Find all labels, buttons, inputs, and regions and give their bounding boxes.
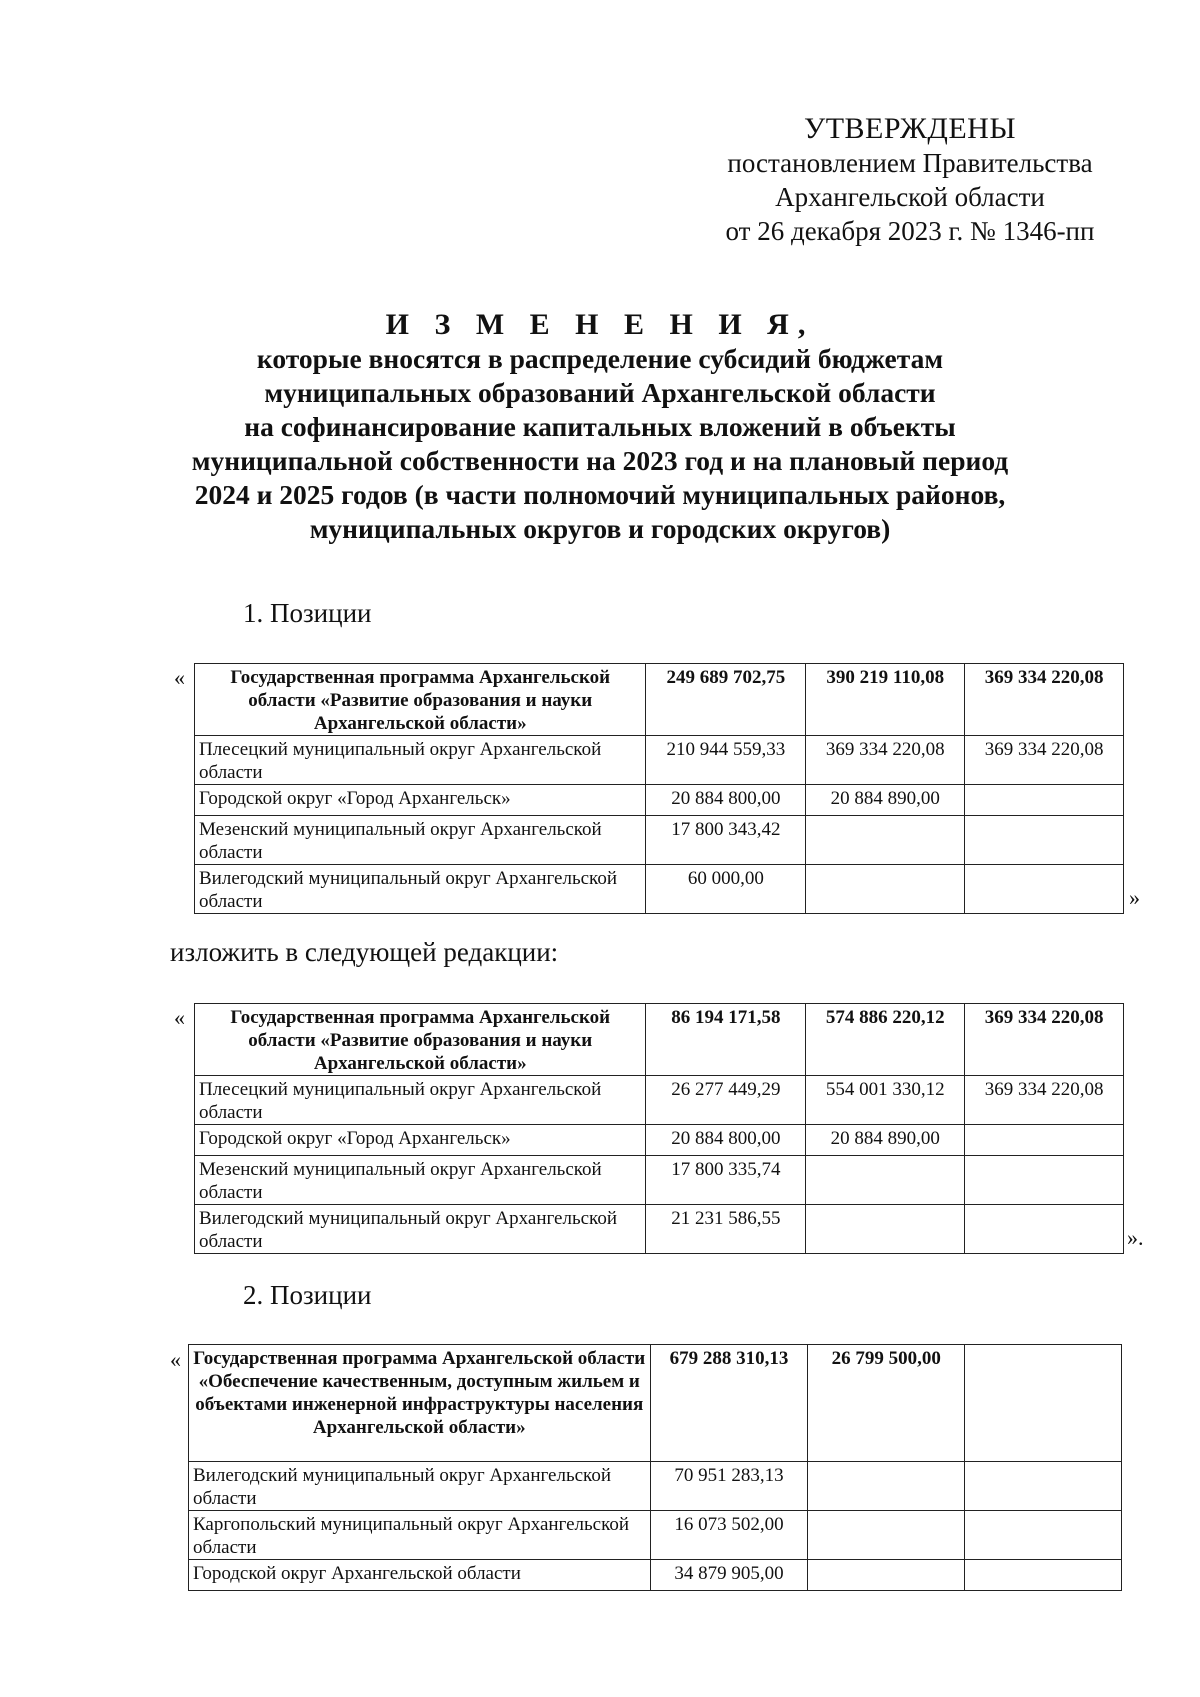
table-cell-name: Государственная программа Архангельской области «Развитие образования и науки Архангельской области» xyxy=(195,664,646,736)
table-cell-value: 554 001 330,12 xyxy=(806,1076,965,1125)
table-cell-value xyxy=(806,816,965,865)
table-row xyxy=(195,736,1124,785)
document-title-line: которые вносятся в распределение субсидий бюджетам xyxy=(256,343,944,374)
section-1-heading: 1. Позиции xyxy=(243,598,372,628)
table-row xyxy=(195,1156,1124,1205)
table-cell-value: 21 231 586,55 xyxy=(646,1205,806,1254)
table-row xyxy=(195,664,1124,736)
table-cell-value: 369 334 220,08 xyxy=(806,736,965,785)
table-row xyxy=(189,1462,1122,1511)
approval-title: УТВЕРЖДЕНЫ xyxy=(803,112,1017,145)
table-cell-name: Мезенский муниципальный округ Архангельской области xyxy=(195,1156,646,1205)
table-cell-value: 20 884 800,00 xyxy=(646,1125,806,1156)
table-row xyxy=(189,1560,1122,1591)
table-cell-name: Государственная программа Архангельской области «Обеспечение качественным, доступным жильем и объектами инженерной инфраструктуры населения Архангельской области» xyxy=(189,1345,651,1462)
table-cell-value: 70 951 283,13 xyxy=(650,1462,808,1511)
table-cell-value: 17 800 343,42 xyxy=(646,816,806,865)
table-cell-value: 679 288 310,13 xyxy=(650,1345,808,1462)
approval-line-1: постановлением Правительства xyxy=(727,148,1093,178)
close-quote: ». xyxy=(1127,1225,1144,1250)
table-row xyxy=(195,1076,1124,1125)
section-2-table xyxy=(188,1344,1122,1591)
table-row xyxy=(195,1004,1124,1076)
table-cell-value xyxy=(808,1462,965,1511)
document-title-line: на софинансирование капитальных вложений в объекты xyxy=(244,411,956,442)
table-cell-name: Мезенский муниципальный округ Архангельской области xyxy=(195,816,646,865)
approval-line-2: Архангельской области xyxy=(775,182,1045,212)
table-cell-value: 26 277 449,29 xyxy=(646,1076,806,1125)
table-cell-value: 20 884 890,00 xyxy=(806,785,965,816)
document-title-head: И З М Е Н Е Н И Я, xyxy=(385,308,815,341)
table-cell-value: 369 334 220,08 xyxy=(965,664,1124,736)
table-cell-value: 574 886 220,12 xyxy=(806,1004,965,1076)
document-title-line: муниципальной собственности на 2023 год и на плановый период xyxy=(191,445,1009,476)
close-quote: » xyxy=(1129,885,1140,910)
table-cell-name: Государственная программа Архангельской области «Развитие образования и науки Архангельской области» xyxy=(195,1004,646,1076)
table-cell-value xyxy=(965,1345,1122,1462)
table-cell-value: 16 073 502,00 xyxy=(650,1511,808,1560)
table-cell-value: 369 334 220,08 xyxy=(965,736,1124,785)
table-cell-value: 34 879 905,00 xyxy=(650,1560,808,1591)
table-cell-name: Городской округ «Город Архангельск» xyxy=(195,785,646,816)
open-quote: « xyxy=(174,1005,185,1030)
table-cell-value xyxy=(965,1462,1122,1511)
table-cell-value: 20 884 890,00 xyxy=(806,1125,965,1156)
table-cell-value: 17 800 335,74 xyxy=(646,1156,806,1205)
open-quote: « xyxy=(170,1347,181,1372)
document-title-line: муниципальных округов и городских округов) xyxy=(309,513,891,544)
table-cell-name: Городской округ «Город Архангельск» xyxy=(195,1125,646,1156)
table-row xyxy=(195,816,1124,865)
table-row xyxy=(189,1511,1122,1560)
document-title xyxy=(150,308,1050,546)
table-cell-value xyxy=(965,1125,1124,1156)
table-cell-name: Вилегодский муниципальный округ Архангельской области xyxy=(195,865,646,914)
table-cell-value: 369 334 220,08 xyxy=(965,1004,1124,1076)
table-cell-value: 26 799 500,00 xyxy=(808,1345,965,1462)
section-2-heading: 2. Позиции xyxy=(243,1280,372,1310)
transition-text: изложить в следующей редакции: xyxy=(170,937,559,967)
section-1-old-table xyxy=(194,663,1124,914)
table-cell-name: Вилегодский муниципальный округ Архангельской области xyxy=(189,1462,651,1511)
table-row xyxy=(195,865,1124,914)
approval-block xyxy=(700,112,1120,248)
table-cell-value xyxy=(965,1511,1122,1560)
table-cell-value xyxy=(965,1560,1122,1591)
table-cell-value xyxy=(965,785,1124,816)
table-cell-name: Плесецкий муниципальный округ Архангельской области xyxy=(195,1076,646,1125)
table-cell-value xyxy=(806,1205,965,1254)
section-1-new-table xyxy=(194,1003,1124,1254)
table-row xyxy=(189,1345,1122,1462)
table-row xyxy=(195,1125,1124,1156)
table-cell-value xyxy=(806,865,965,914)
table-cell-value: 249 689 702,75 xyxy=(646,664,806,736)
table-cell-name: Плесецкий муниципальный округ Архангельской области xyxy=(195,736,646,785)
table-cell-value xyxy=(806,1156,965,1205)
table-row xyxy=(195,785,1124,816)
table-cell-value: 369 334 220,08 xyxy=(965,1076,1124,1125)
table-cell-value xyxy=(808,1560,965,1591)
table-cell-value xyxy=(965,1205,1124,1254)
document-title-line: муниципальных образований Архангельской области xyxy=(264,377,936,408)
table-cell-value: 20 884 800,00 xyxy=(646,785,806,816)
table-cell-value xyxy=(965,865,1124,914)
table-cell-value: 86 194 171,58 xyxy=(646,1004,806,1076)
table-cell-value xyxy=(808,1511,965,1560)
table-cell-value xyxy=(965,1156,1124,1205)
table-cell-value: 210 944 559,33 xyxy=(646,736,806,785)
table-cell-value: 390 219 110,08 xyxy=(806,664,965,736)
document-title-line: 2024 и 2025 годов (в части полномочий муниципальных районов, xyxy=(194,479,1006,510)
approval-line-3: от 26 декабря 2023 г. № 1346-пп xyxy=(725,216,1095,246)
table-cell-value: 60 000,00 xyxy=(646,865,806,914)
table-cell-name: Городской округ Архангельской области xyxy=(189,1560,651,1591)
table-cell-name: Каргопольский муниципальный округ Архангельской области xyxy=(189,1511,651,1560)
table-cell-value xyxy=(965,816,1124,865)
open-quote: « xyxy=(174,665,185,690)
table-cell-name: Вилегодский муниципальный округ Архангельской области xyxy=(195,1205,646,1254)
table-row xyxy=(195,1205,1124,1254)
